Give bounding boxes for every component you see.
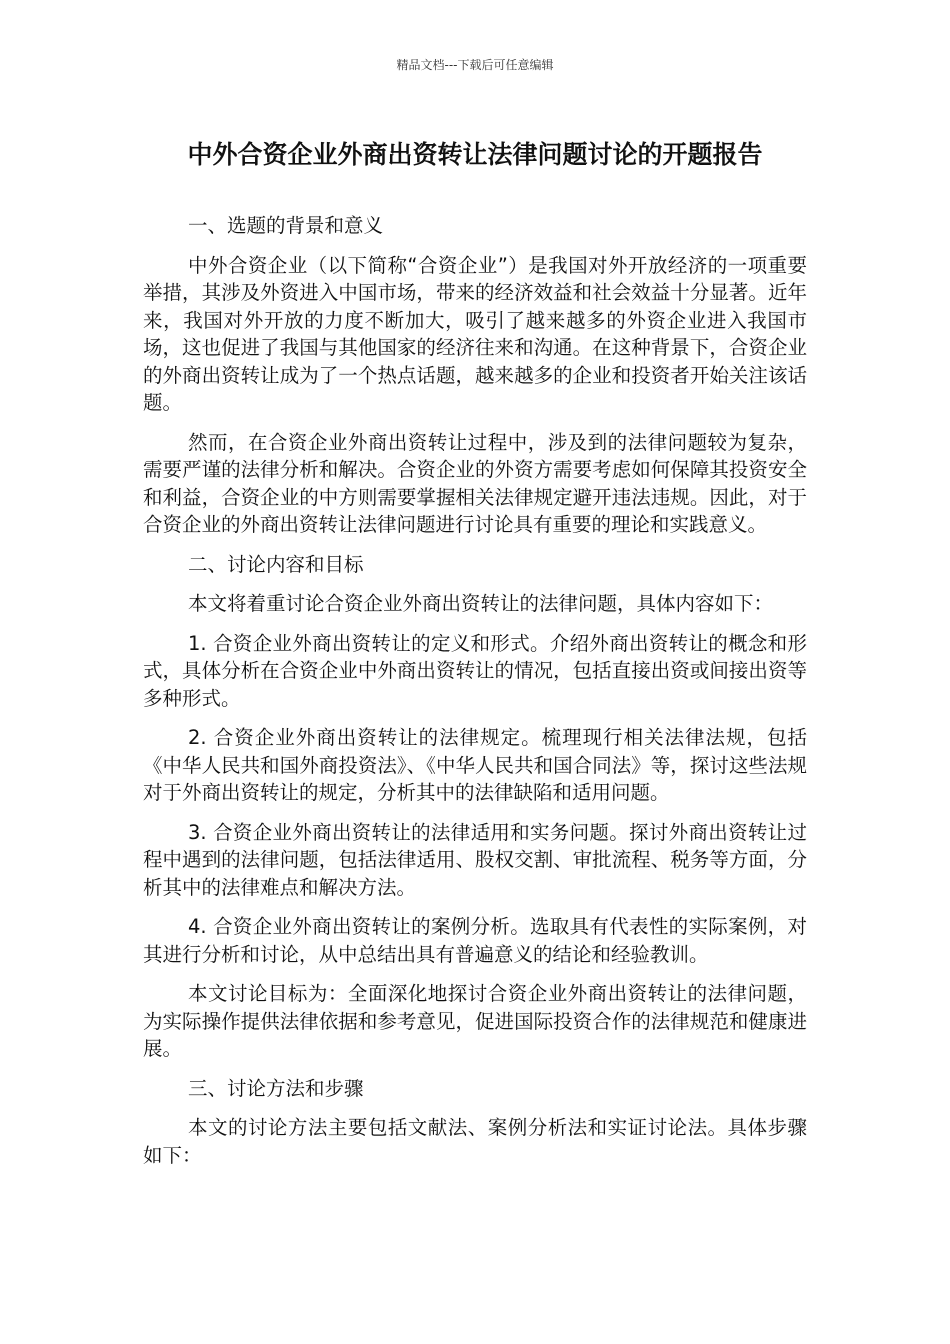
paragraph-method: 本文的讨论方法主要包括文献法、案例分析法和实证讨论法。具体步骤如下： <box>143 1116 807 1167</box>
paragraph-content-item-2: 2. 合资企业外商出资转让的法律规定。梳理现行相关法律法规，包括《中华人民共和国外商投资法》、《中华人民共和国合同法》等，探讨这些法规对于外商出资转让的规定，分析其中的法律缺陷和适用问题。 <box>143 726 807 804</box>
section-heading-2: 二、讨论内容和目标 <box>188 552 364 576</box>
section-heading-1: 一、选题的背景和意义 <box>188 214 384 237</box>
paragraph-background-1: 中外合资企业（以下简称“合资企业”）是我国对外开放经济的一项重要举措，其涉及外资进入中国市场，带来的经济效益和社会效益十分显著。近年来，我国对外开放的力度不断加大，吸引了越来越多的外资企业进入我国市场，这也促进了我国与其他国家的经济往来和沟通。在这种背景下，合资企业的外商出资转让成为了一个热点话题，越来越多的企业和投资者开始关注该话题。 <box>143 253 807 414</box>
paragraph-content-item-1: 1. 合资企业外商出资转让的定义和形式。介绍外商出资转让的概念和形式，具体分析在合资企业中外商出资转让的情况，包括直接出资或间接出资等多种形式。 <box>143 631 807 710</box>
document-body <box>143 212 807 1181</box>
paragraph-background-2: 然而，在合资企业外商出资转让过程中，涉及到的法律问题较为复杂，需要严谨的法律分析和解决。合资企业的外资方需要考虑如何保障其投资安全和利益，合资企业的中方则需要掌握相关法律规定避开违法违规。因此，对于合资企业的外商出资转让法律问题进行讨论具有重要的理论和实践意义。 <box>143 430 807 536</box>
page-header-note: 精品文档---下载后可任意编辑 <box>396 58 554 72</box>
document-title: 中外合资企业外商出资转让法律问题讨论的开题报告 <box>187 140 763 169</box>
section-heading-3: 三、讨论方法和步骤 <box>188 1076 364 1100</box>
paragraph-goal: 本文讨论目标为：全面深化地探讨合资企业外商出资转让的法律问题，为实际操作提供法律依据和参考意见，促进国际投资合作的法律规范和健康进展。 <box>143 982 807 1060</box>
paragraph-content-item-3: 3. 合资企业外商出资转让的法律适用和实务问题。探讨外商出资转让过程中遇到的法律问题，包括法律适用、股权交割、审批流程、税务等方面，分析其中的法律难点和解决方法。 <box>143 820 807 899</box>
paragraph-content-item-4: 4. 合资企业外商出资转让的案例分析。选取具有代表性的实际案例，对其进行分析和讨论，从中总结出具有普遍意义的结论和经验教训。 <box>143 915 807 966</box>
paragraph-content-intro: 本文将着重讨论合资企业外商出资转让的法律问题，具体内容如下： <box>188 592 774 615</box>
